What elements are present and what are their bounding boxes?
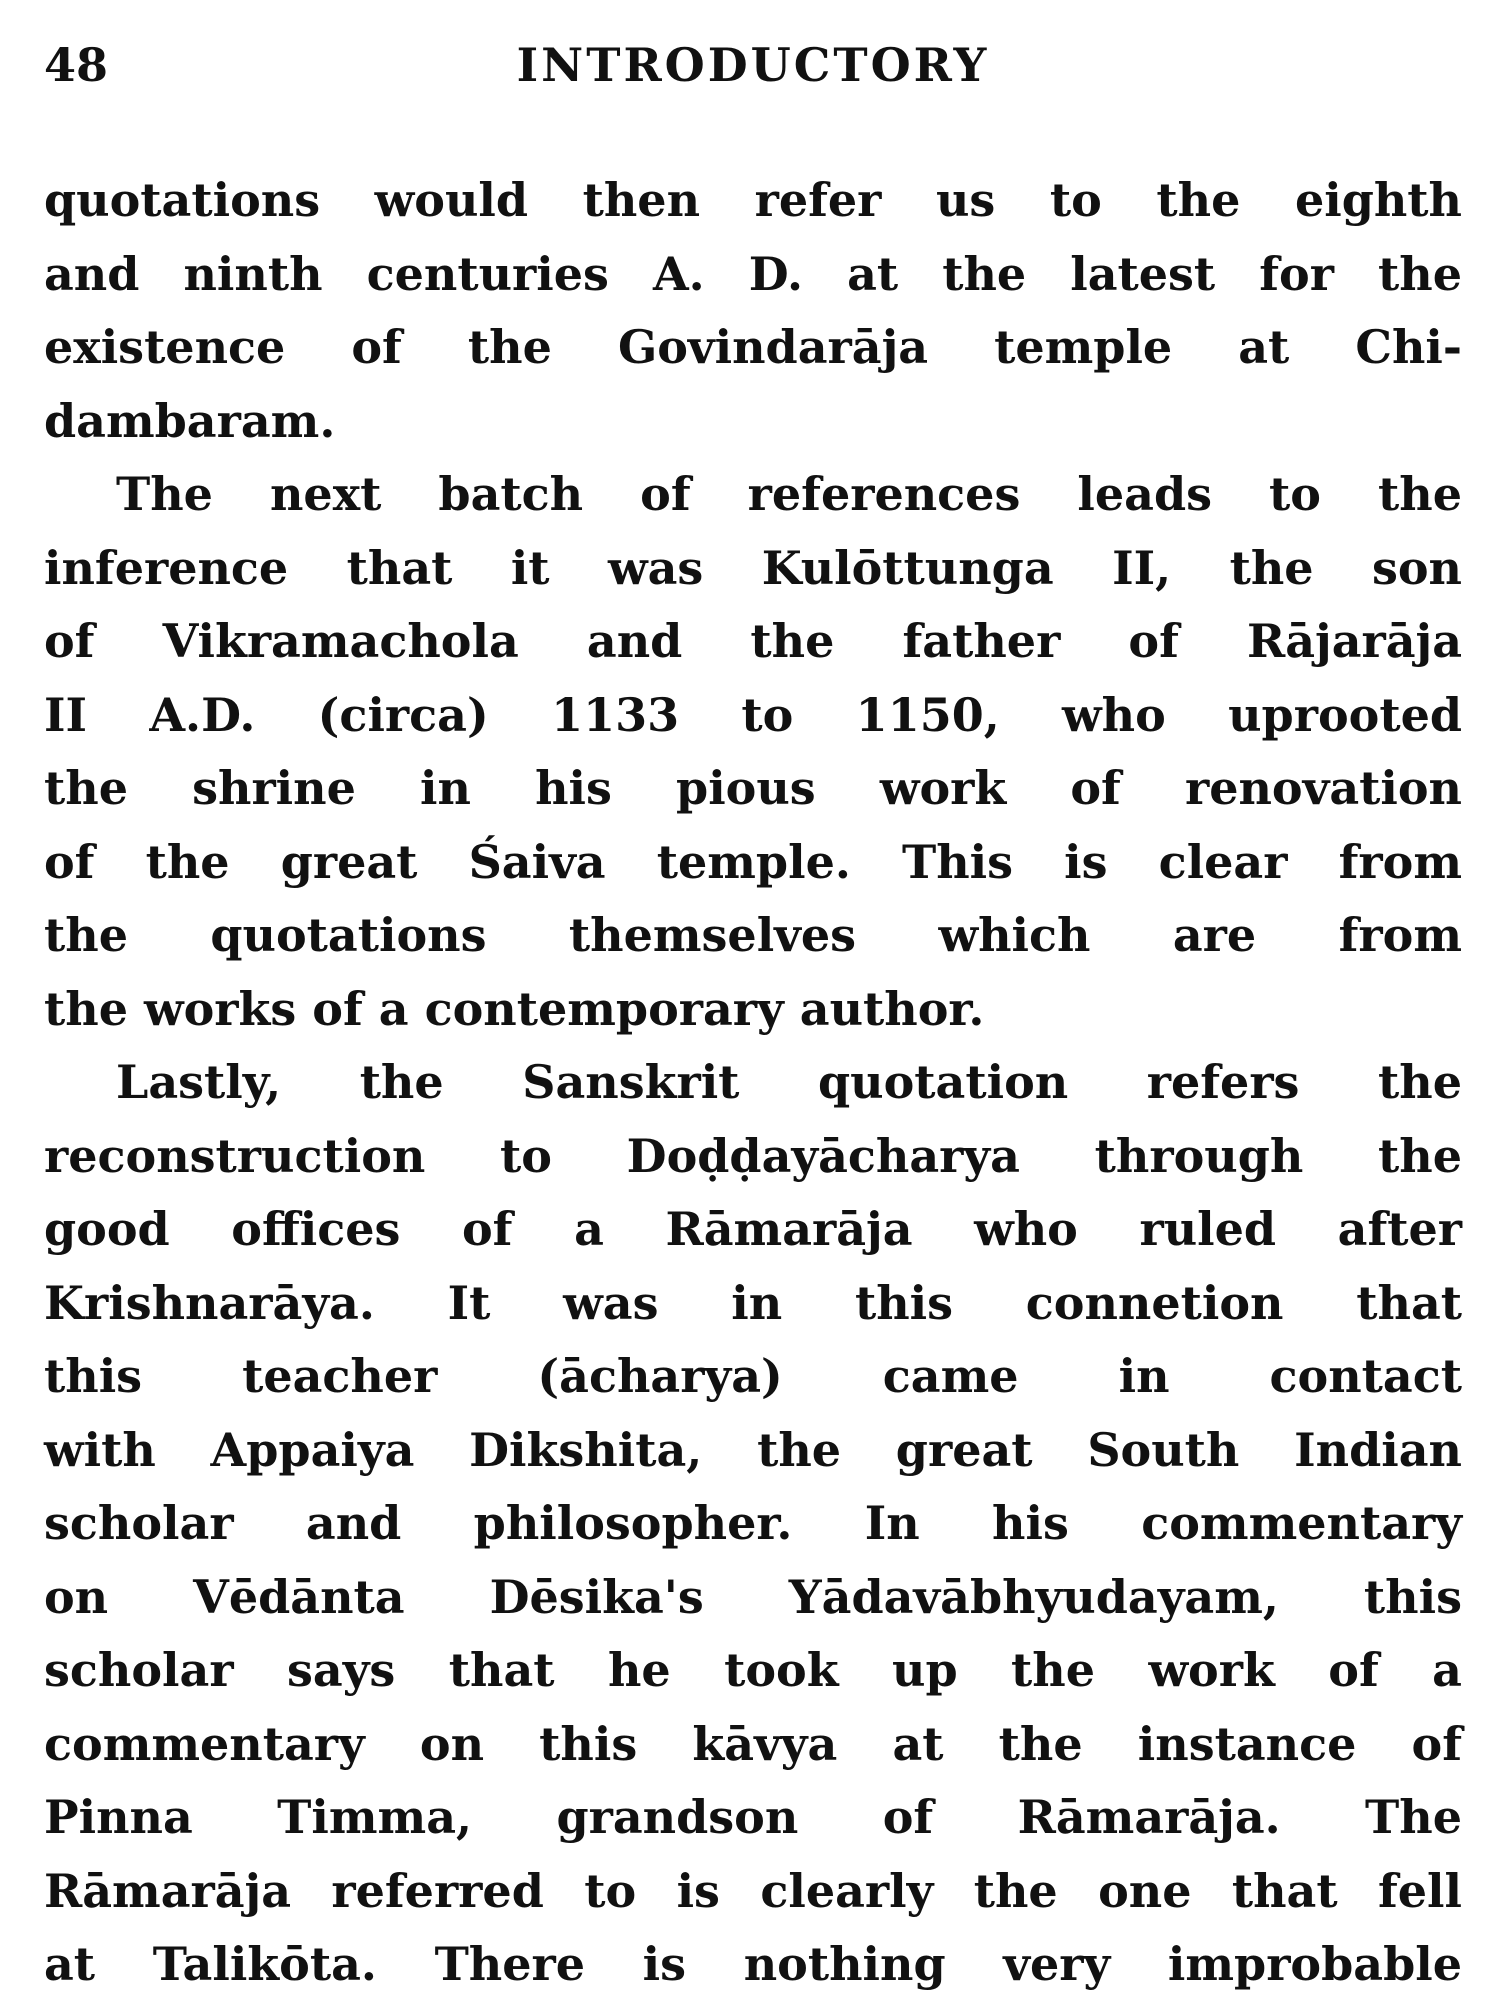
text-line: commentary on this kāvya at the instance of: [44, 1716, 1462, 1771]
running-title: INTRODUCTORY: [516, 38, 990, 92]
text-line: quotations would then refer us to the eighth: [44, 173, 1462, 227]
text-line: scholar says that he took up the work of a: [44, 1643, 1462, 1697]
text-line: at Talikōta. There is nothing very improbable: [44, 1937, 1462, 1991]
text-line: of Vikramachola and the father of Rājarāja: [44, 614, 1462, 668]
running-head: [44, 30, 1462, 100]
text-line: the works of a contemporary author.: [44, 981, 985, 1036]
text-line: with Appaiya Dikshita, the great South Indian: [44, 1422, 1462, 1477]
text-line: II A.D. (circa) 1133 to 1150, who uprooted: [44, 687, 1462, 742]
text-line: Pinna Timma, grandson of Rāmarāja. The: [44, 1790, 1462, 1844]
text-line: The next batch of references leads to the: [116, 467, 1462, 521]
text-line: the quotations themselves which are from: [44, 908, 1462, 962]
text-line: and ninth centuries A. D. at the latest for the: [44, 246, 1462, 301]
text-line: on Vēdānta Dēsika's Yādavābhyudayam, this: [44, 1569, 1462, 1624]
text-line: reconstruction to Doḍḍayācharya through the: [44, 1128, 1462, 1183]
text-line: Krishnarāya. It was in this connetion that: [44, 1275, 1462, 1330]
text-line: the shrine in his pious work of renovation: [44, 761, 1462, 815]
text-line: dambaram.: [44, 393, 336, 448]
text-line: inference that it was Kulōttunga II, the son: [44, 540, 1462, 595]
text-line: Rāmarāja referred to is clearly the one that fell: [44, 1863, 1462, 1918]
paragraph-1: [44, 164, 1462, 458]
text-line: Lastly, the Sanskrit quotation refers the: [116, 1055, 1462, 1109]
text-line: scholar and philosopher. In his commentary: [44, 1496, 1462, 1550]
text-line: this teacher (ācharya) came in contact: [44, 1349, 1462, 1403]
page-number: 48: [44, 38, 109, 92]
text-line: good offices of a Rāmarāja who ruled after: [44, 1202, 1462, 1256]
body-text: [44, 164, 1462, 2002]
paragraph-2: [44, 458, 1462, 1046]
paragraph-3: [44, 1046, 1462, 2002]
text-line: existence of the Govindarāja temple at Chi-: [44, 320, 1462, 374]
text-line: of the great Śaiva temple. This is clear from: [44, 834, 1462, 889]
